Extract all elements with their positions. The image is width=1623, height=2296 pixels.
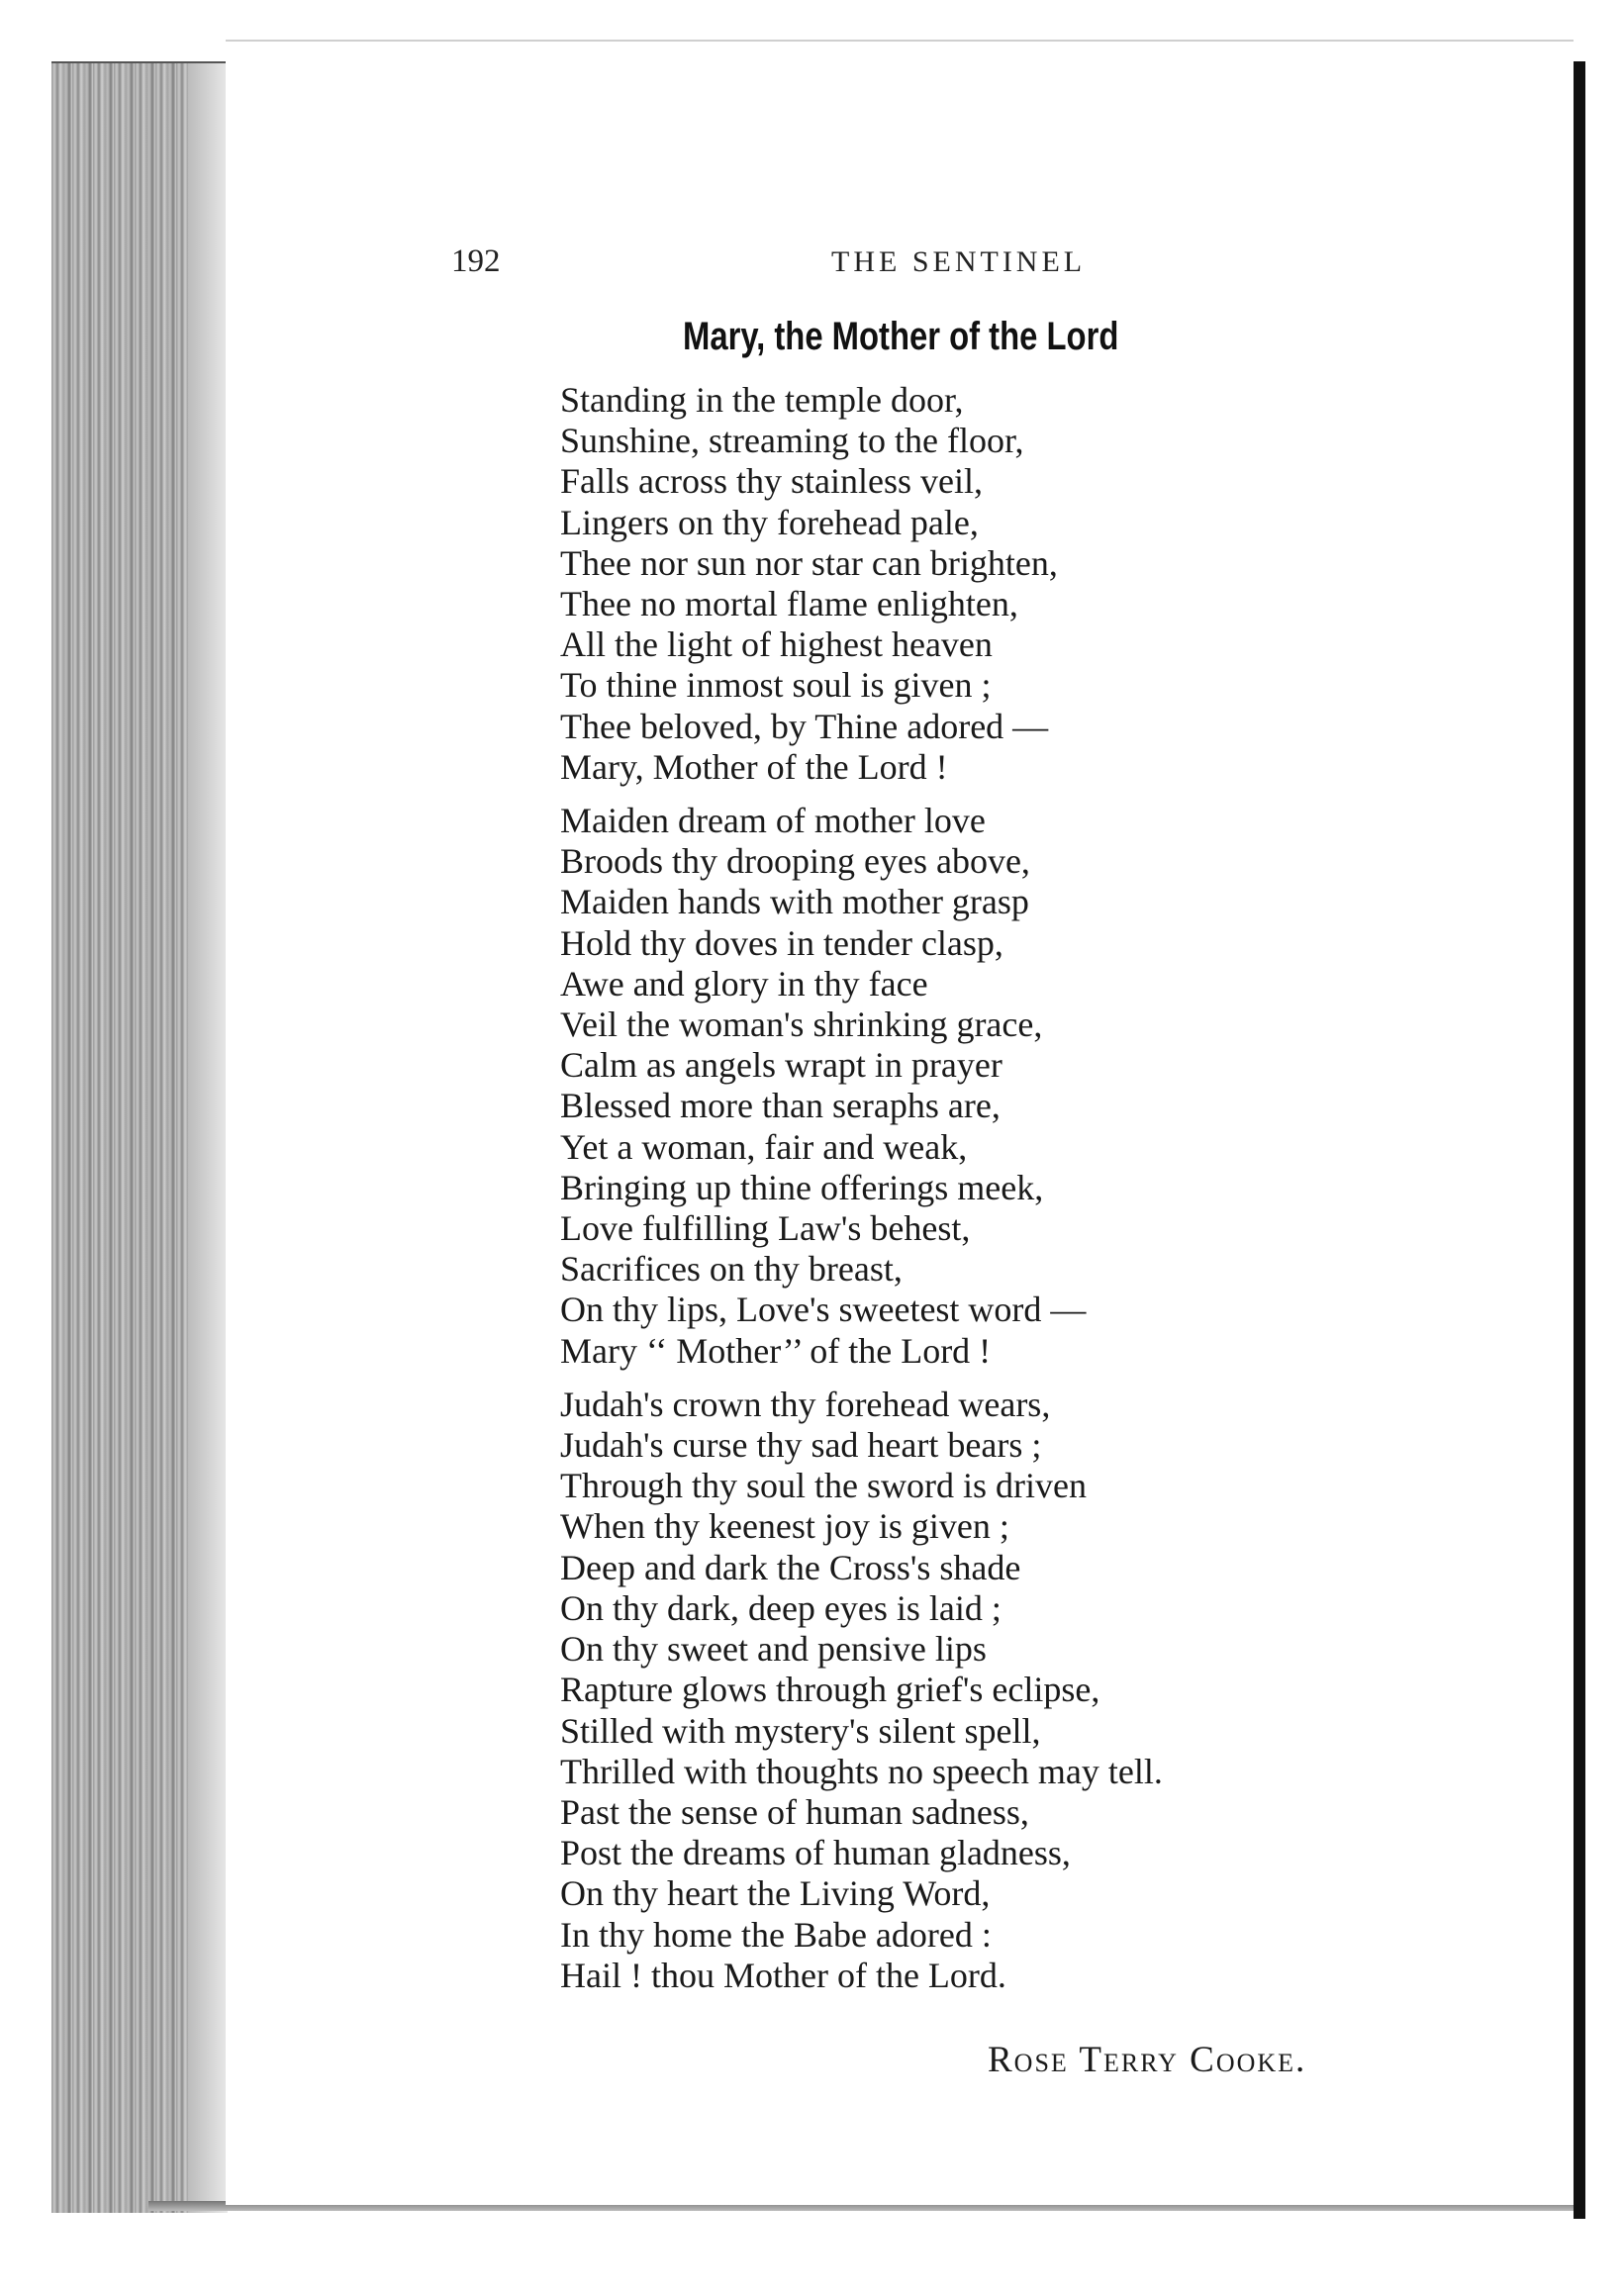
poem-line: Maiden hands with mother grasp <box>560 882 1029 922</box>
poem-line: Falls across thy stainless veil, <box>560 461 983 502</box>
poem-line: Lingers on thy forehead pale, <box>560 502 979 542</box>
stanza <box>560 380 1451 788</box>
poem-line: Thrilled with thoughts no speech may tell. <box>560 1751 1163 1791</box>
poem-line: Mary, Mother of the Lord ! <box>560 746 948 787</box>
poem-author: Rose Terry Cooke. <box>988 2040 1307 2080</box>
poem-line: Awe and glory in thy face <box>560 963 928 1004</box>
poem-line: On thy heart the Living Word, <box>560 1873 991 1914</box>
stanza <box>560 1385 1451 1996</box>
poem-line: Thee beloved, by Thine adored — <box>560 706 1049 746</box>
book-page-edges <box>51 61 228 2213</box>
poem-line: Past the sense of human sadness, <box>560 1791 1029 1832</box>
poem-line: Thee no mortal flame enlighten, <box>560 584 1018 624</box>
poem-line: All the light of highest heaven <box>560 624 993 665</box>
scan-border-left <box>0 0 51 2296</box>
poem-line: Deep and dark the Cross's shade <box>560 1547 1021 1587</box>
poem-line: Judah's crown thy forehead wears, <box>560 1384 1051 1424</box>
poem-line: Bringing up thine offerings meek, <box>560 1167 1044 1207</box>
poem-line: Mary ‘‘ Mother’’ of the Lord ! <box>560 1330 992 1371</box>
facing-page-gutter <box>1574 61 1585 2219</box>
poem-line: Stilled with mystery's silent spell, <box>560 1710 1041 1751</box>
poem-line: Love fulfilling Law's behest, <box>560 1208 971 1249</box>
poem-title: Mary, the Mother of the Lord <box>683 315 1119 358</box>
poem-line: Judah's curse thy sad heart bears ; <box>560 1425 1042 1466</box>
poem-line: Yet a woman, fair and weak, <box>560 1126 968 1167</box>
poem-line: Rapture glows through grief's eclipse, <box>560 1670 1100 1710</box>
poem-line: Sacrifices on thy breast, <box>560 1249 903 1290</box>
poem-line: Hold thy doves in tender clasp, <box>560 922 1003 963</box>
poem-body <box>560 380 1451 2009</box>
poem-line: Sunshine, streaming to the floor, <box>560 421 1024 461</box>
poem-line: On thy sweet and pensive lips <box>560 1629 987 1670</box>
poem-line: Veil the woman's shrinking grace, <box>560 1004 1043 1045</box>
poem-line: In thy home the Babe adored : <box>560 1914 992 1955</box>
poem-line: Thee nor sun nor star can brighten, <box>560 542 1058 583</box>
page-number: 192 <box>451 243 501 279</box>
journal-title: THE SENTINEL <box>831 245 1087 278</box>
poem-line: Hail ! thou Mother of the Lord. <box>560 1955 1006 1995</box>
facing-page-strip <box>1585 61 1623 2219</box>
poem-line: To thine inmost soul is given ; <box>560 665 992 706</box>
poem-line: When thy keenest joy is given ; <box>560 1506 1009 1547</box>
running-head <box>0 236 1623 285</box>
poem-line: On thy lips, Love's sweetest word — <box>560 1290 1087 1330</box>
poem-line: Standing in the temple door, <box>560 380 964 420</box>
poem-line: Through thy soul the sword is driven <box>560 1466 1087 1506</box>
poem-line: Post the dreams of human gladness, <box>560 1833 1071 1873</box>
poem-line: Maiden dream of mother love <box>560 801 986 841</box>
poem-line: Broods thy drooping eyes above, <box>560 841 1030 882</box>
poem-line: Blessed more than seraphs are, <box>560 1086 1001 1126</box>
stanza <box>560 801 1451 1372</box>
poem-line: On thy dark, deep eyes is laid ; <box>560 1587 1002 1628</box>
poem-line: Calm as angels wrapt in prayer <box>560 1045 1002 1086</box>
